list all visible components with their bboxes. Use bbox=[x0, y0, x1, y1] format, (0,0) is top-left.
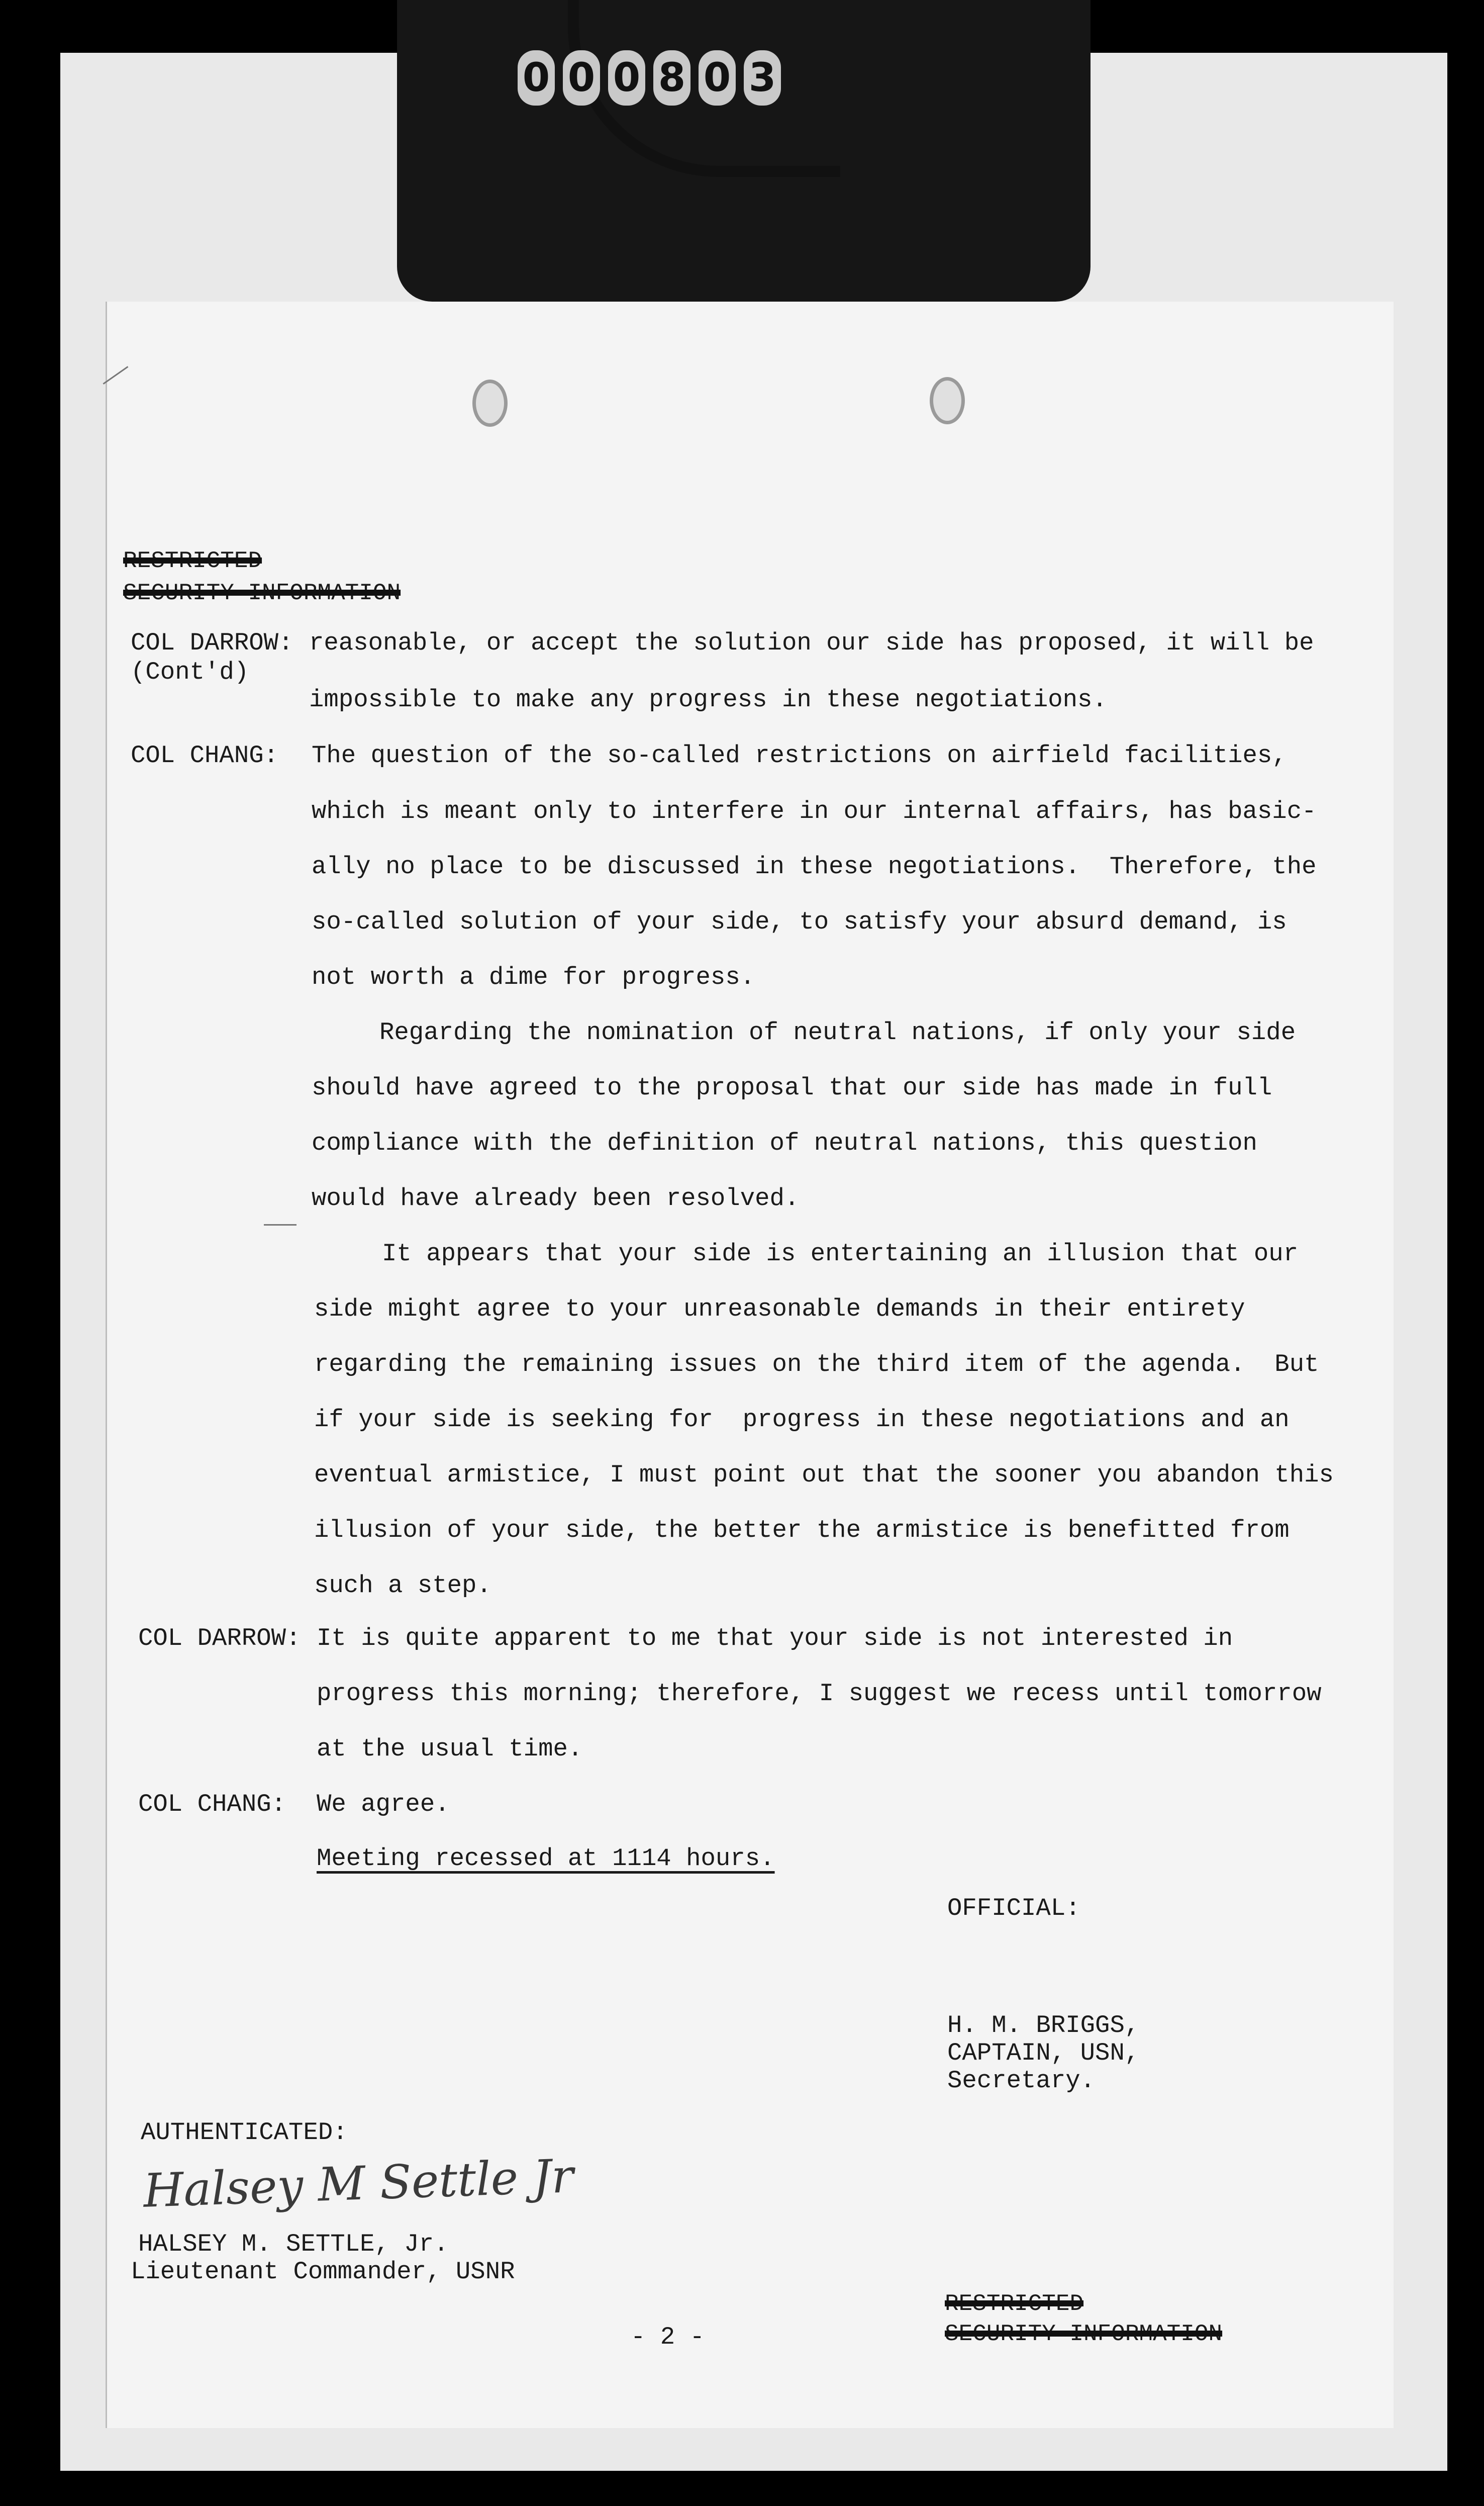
transcript-line: impossible to make any progress in these negotiations. bbox=[309, 686, 1107, 714]
transcript-line: reasonable, or accept the solution our side has proposed, it will be bbox=[309, 629, 1314, 657]
page-number: - 2 - bbox=[631, 2323, 705, 2351]
transcript-line: Regarding the nomination of neutral nations, if only your side bbox=[379, 1018, 1296, 1047]
transcript-line: We agree. bbox=[317, 1790, 450, 1818]
punch-hole bbox=[472, 380, 508, 427]
transcript-line: It is quite apparent to me that your side is not interested in bbox=[317, 1624, 1233, 1652]
transcript-line: such a step. bbox=[314, 1571, 491, 1600]
transcript-line: should have agreed to the proposal that our side has made in full bbox=[312, 1074, 1272, 1102]
frame-counter-digit: 0 bbox=[608, 50, 645, 106]
meeting-recessed-note: Meeting recessed at 1114 hours. bbox=[317, 1844, 775, 1873]
transcript-line: illusion of your side, the better the armistice is benefitted from bbox=[314, 1516, 1290, 1544]
official-rank: CAPTAIN, USN, bbox=[947, 2039, 1140, 2067]
punch-hole bbox=[930, 377, 965, 424]
transcript-line: regarding the remaining issues on the third item of the agenda. But bbox=[314, 1350, 1319, 1378]
footer-restricted-mark: RESTRICTED bbox=[945, 2291, 1084, 2317]
official-label: OFFICIAL: bbox=[947, 1894, 1080, 1922]
transcript-line: which is meant only to interfere in our internal affairs, has basic- bbox=[312, 797, 1317, 825]
speaker-label: COL DARROW: bbox=[131, 629, 293, 657]
transcript-line: so-called solution of your side, to satisfy your absurd demand, is bbox=[312, 908, 1287, 936]
authenticated-label: AUTHENTICATED: bbox=[141, 2118, 348, 2147]
handwritten-signature: Halsey M Settle Jr bbox=[142, 2149, 574, 2218]
official-name: H. M. BRIGGS, bbox=[947, 2011, 1140, 2039]
frame-counter-digit: 0 bbox=[518, 50, 555, 106]
film-scratch bbox=[264, 1224, 296, 1226]
transcript-line: compliance with the definition of neutral nations, this question bbox=[312, 1129, 1257, 1157]
transcript-line: eventual armistice, I must point out that the sooner you abandon this bbox=[314, 1461, 1334, 1489]
transcript-line: if your side is seeking for progress in these negotiations and an bbox=[314, 1406, 1290, 1434]
frame-counter-digit: 0 bbox=[563, 50, 600, 106]
frame-counter bbox=[518, 48, 781, 108]
frame-counter-digit: 0 bbox=[699, 50, 736, 106]
footer-security-mark: SECURITY INFORMATION bbox=[945, 2321, 1223, 2347]
header-restricted-mark: RESTRICTED bbox=[123, 548, 262, 574]
speaker-label: COL CHANG: bbox=[138, 1790, 286, 1818]
frame-counter-digit: 8 bbox=[653, 50, 690, 106]
transcript-line: progress this morning; therefore, I suggest we recess until tomorrow bbox=[317, 1680, 1322, 1708]
authenticated-title: Lieutenant Commander, USNR bbox=[131, 2258, 515, 2286]
transcript-line: side might agree to your unreasonable demands in their entirety bbox=[314, 1295, 1245, 1323]
transcript-line: not worth a dime for progress. bbox=[312, 963, 755, 991]
speaker-note: (Cont'd) bbox=[131, 658, 249, 686]
header-security-mark: SECURITY INFORMATION bbox=[123, 580, 401, 606]
camera-clip bbox=[397, 0, 1091, 302]
speaker-label: COL DARROW: bbox=[138, 1624, 301, 1652]
transcript-line: The question of the so-called restrictions on airfield facilities, bbox=[312, 741, 1287, 770]
transcript-line: It appears that your side is entertaining an illusion that our bbox=[382, 1240, 1299, 1268]
frame-counter-digit: 3 bbox=[744, 50, 781, 106]
authenticated-name: HALSEY M. SETTLE, Jr. bbox=[138, 2230, 449, 2258]
official-title: Secretary. bbox=[947, 2067, 1096, 2095]
transcript-line: at the usual time. bbox=[317, 1735, 583, 1763]
speaker-label: COL CHANG: bbox=[131, 741, 279, 770]
transcript-line: would have already been resolved. bbox=[312, 1184, 800, 1213]
transcript-line: ally no place to be discussed in these negotiations. Therefore, the bbox=[312, 853, 1317, 881]
